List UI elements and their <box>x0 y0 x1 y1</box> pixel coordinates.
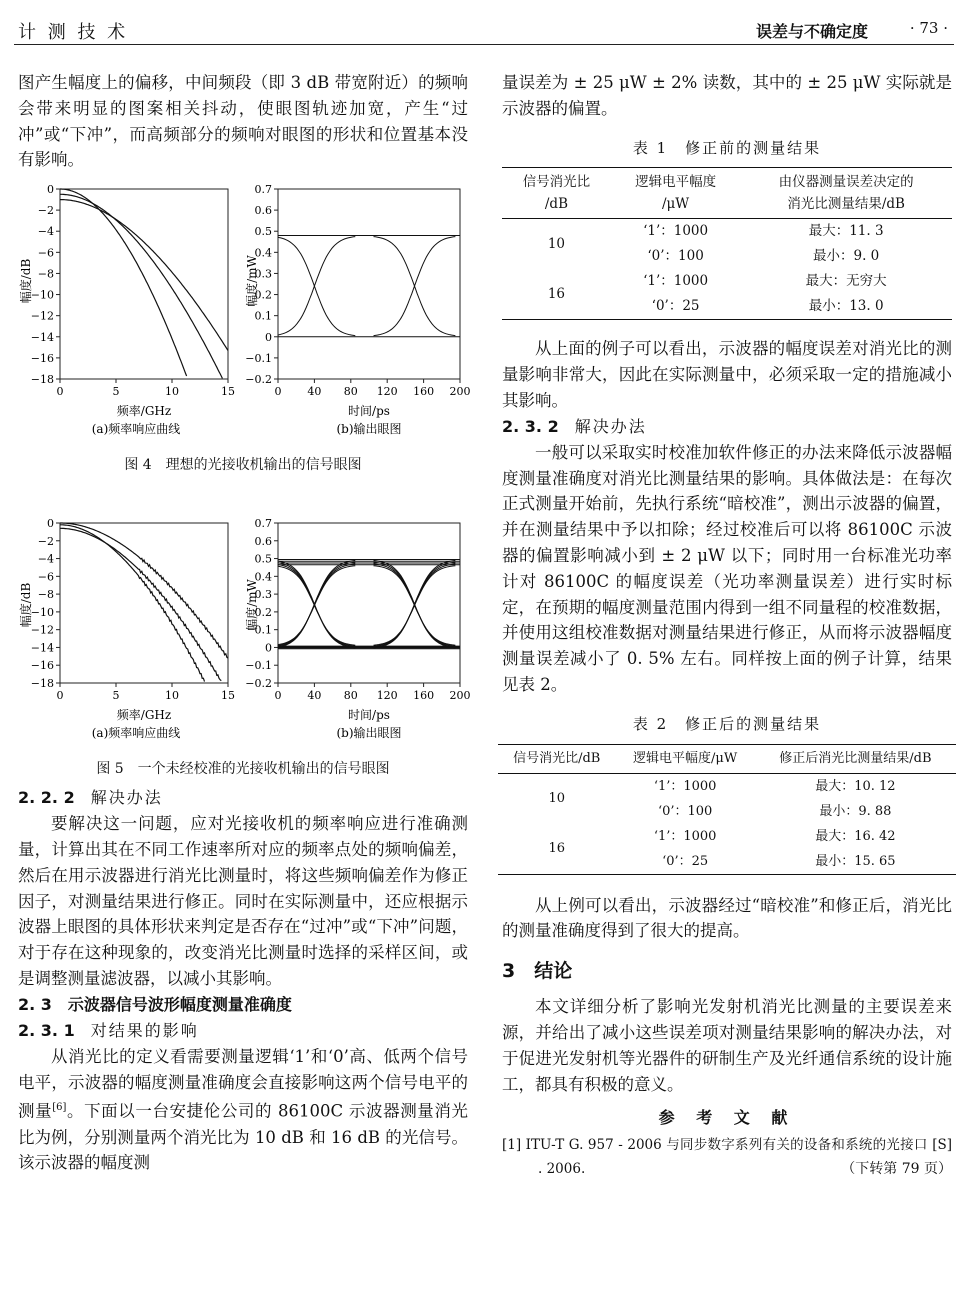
y-tick-label: 0.7 <box>254 183 272 197</box>
x-tick-label: 120 <box>376 385 398 399</box>
y-tick-label: 0 <box>265 330 272 344</box>
section-name: 误差与不确定度 <box>755 22 868 41</box>
citation-6: [6] <box>52 1102 67 1114</box>
y-tick-label: 0.4 <box>254 570 272 584</box>
table-row: 10 ‘1’：1000 最大：10. 12 <box>548 778 896 807</box>
x-tick-label: 5 <box>112 689 120 703</box>
x-tick-label: 40 <box>307 385 322 399</box>
x-tick-label: 15 <box>221 689 235 703</box>
eye-rising-edge <box>278 564 355 646</box>
response-curve <box>60 523 228 658</box>
response-curve <box>60 200 228 351</box>
plot-frame <box>60 189 228 379</box>
y-tick-label: 0.1 <box>254 623 272 637</box>
paragraph-p2: 从上面的例子可以看出，示波器的幅度误差对消光比的测量影响非常大，因此在实际测量中，必须采取一定的措施减小其影响。 <box>502 339 952 410</box>
paragraph-p4: 从上例可以看出，示波器经过“暗校准”和修正后，消光比的测量准确度得到了很大的提高。 <box>502 895 952 941</box>
y-tick-label: 0.6 <box>254 204 272 218</box>
x-tick-label: 80 <box>343 385 358 399</box>
y-tick-label: 0.7 <box>254 517 272 531</box>
t2-header-er: 信号消光比/dB <box>498 744 616 773</box>
section-2-3-1-text: 从消光比的定义看需要测量逻辑‘1’和‘0’高、低两个信号电平，示波器的幅度测量准确度会直接影响这两个信号电平的测量[6]。下面以一台安捷伦公司的 86100C 示波器测量消光比为例，分别测量两个消光比为 10 dB 和 16 dB 的光信号。该示波器的幅度测 <box>18 1046 469 1173</box>
eye-falling-edge <box>278 237 355 336</box>
y-tick-label: −10 <box>30 606 54 620</box>
y-tick-label: 0.5 <box>254 552 272 566</box>
figure-5 <box>18 515 471 815</box>
response-curve <box>60 194 222 378</box>
table1-caption: 表 1 修正前的测量结果 <box>632 138 822 157</box>
page-number: · 73 · <box>909 19 948 37</box>
y-tick-label: −4 <box>37 552 54 566</box>
eye-rising-edge <box>278 561 355 648</box>
paragraph-p1: 量误差为 ± 25 μW ± 2% 读数，其中的 ± 25 μW 实际就是示波器的偏置。 <box>502 73 952 118</box>
x-tick-label: 40 <box>307 689 322 703</box>
right-column <box>502 70 952 1183</box>
y-tick-label: 0.6 <box>254 534 272 548</box>
intro-paragraph: 图产生幅度上的偏移，中间频段（即 3 dB 带宽附近）的频响会带来明显的图案相关抖动，使眼图轨迹加宽，产生“过冲”或“下冲”，而高频部分的频响对眼图的形状和位置基本没有影响。 <box>18 73 468 170</box>
y-tick-label: −18 <box>30 373 54 387</box>
eye-falling-edge <box>278 562 355 647</box>
y-tick-label: −6 <box>37 570 54 584</box>
eye-falling-edge <box>278 564 355 646</box>
x-tick-label: 0 <box>56 385 64 399</box>
fig4a-ylabel: 幅度/dB <box>19 258 33 304</box>
x-tick-label: 0 <box>274 689 282 703</box>
table-row: ‘0’：100 最小：9. 0 <box>647 248 880 265</box>
y-tick-label: 0.5 <box>254 225 272 239</box>
x-tick-label: 5 <box>112 385 120 399</box>
fig5a-xlabel: 频率/GHz <box>116 708 172 723</box>
plot-frame <box>60 523 228 683</box>
table-1 <box>502 167 952 320</box>
fig4b-ylabel: 幅度/mW <box>245 255 259 308</box>
response-curve <box>60 528 221 680</box>
x-tick-label: 160 <box>413 689 435 703</box>
y-tick-label: −14 <box>30 641 54 655</box>
y-tick-label: −12 <box>30 623 54 637</box>
plot-frame <box>278 523 460 683</box>
y-tick-label: 0.4 <box>254 246 272 260</box>
fig5a-caption: (a)频率响应曲线 <box>91 726 181 741</box>
y-tick-label: 0.2 <box>254 606 272 620</box>
eye-falling-edge <box>278 561 355 648</box>
table-row: ‘0’：100 最小：9. 88 <box>657 803 892 819</box>
journal-name: 计 测 技 术 <box>18 22 129 43</box>
eye-falling-edge <box>374 237 456 336</box>
left-column <box>18 70 471 1176</box>
y-tick-label: −18 <box>30 677 54 691</box>
y-tick-label: −10 <box>30 288 54 302</box>
y-tick-label: −8 <box>37 267 54 281</box>
x-tick-label: 10 <box>165 385 179 399</box>
y-tick-label: 0 <box>47 183 54 197</box>
t2-header-result: 修正后消光比测量结果/dB <box>755 744 956 773</box>
x-tick-label: 200 <box>449 689 471 703</box>
y-tick-label: 0 <box>265 641 272 655</box>
section-2-2-2-heading: 2. 2. 2 解决办法 <box>18 788 163 808</box>
paragraph-p5: 本文详细分析了影响光发射机消光比测量的主要误差来源，并给出了减小这些误差项对测量结果影响的解决办法，对于促进光发射机等光器件的研制生产及光纤通信系统的设计施工，都具有积极的意义。 <box>502 997 952 1094</box>
table-row: ‘0’：25 最小：15. 65 <box>498 849 956 875</box>
table-2 <box>498 744 956 875</box>
fig4b-xlabel: 时间/ps <box>348 404 390 419</box>
table-row: 10 ‘1’：1000 最大：11. 3 <box>547 223 884 252</box>
y-tick-label: −4 <box>37 225 54 239</box>
t1-header-er: 信号消光比 /dB <box>502 168 611 219</box>
t1-header-level: 逻辑电平幅度 /μW <box>611 168 740 219</box>
y-tick-label: −14 <box>30 330 54 344</box>
section-2-3-2-heading: 2. 3. 2 解决办法 <box>502 416 647 436</box>
section-2-3-heading: 2. 3 示波器信号波形幅度测量准确度 <box>18 994 292 1014</box>
table-row: 16 ‘1’：1000 最大：16. 42 <box>498 824 956 849</box>
y-tick-label: −6 <box>37 246 54 260</box>
y-tick-label: −16 <box>30 352 54 366</box>
plot-frame <box>278 189 460 379</box>
section-2-3-1-heading: 2. 3. 1 对结果的影响 <box>18 1020 199 1040</box>
eye-falling-edge <box>374 561 456 648</box>
section-2-2-2-text: 要解决这一问题，应对光接收机的频率响应进行准确测量，计算出其在不同工作速率所对应的频率点处的频响偏差，然后在用示波器进行消光比测量时，将这些频响偏差作为修正因子，对测量结果进行修正。同时在实际测量中，还应根据示波器上眼图的具体形状来判定是否存在“过冲”或“下冲”问题，对于存在这种现象的，改变消光比测量时选择的采样区间，或是调整测量滤波器，以减小其影响。 <box>18 814 468 988</box>
fig5b-xlabel: 时间/ps <box>348 708 390 723</box>
x-tick-label: 160 <box>413 385 435 399</box>
fig5a-ylabel: 幅度/dB <box>19 582 33 628</box>
eye-rising-edge <box>278 566 355 646</box>
fig4-eye-diagram <box>245 181 471 461</box>
fig5-eye-diagram <box>245 515 471 795</box>
y-tick-label: −0.1 <box>245 352 272 366</box>
y-tick-label: 0.3 <box>254 588 272 602</box>
y-tick-label: −0.1 <box>245 659 272 673</box>
continued-note: （下转第 79 页） <box>841 1161 952 1178</box>
references-title: 参 考 文 献 <box>658 1108 796 1128</box>
t2-header-level: 逻辑电平幅度/μW <box>616 744 755 773</box>
y-tick-label: −2 <box>37 534 54 548</box>
x-tick-label: 0 <box>56 689 64 703</box>
eye-rising-edge <box>278 562 355 647</box>
section-3-heading: 3 结论 <box>502 960 573 983</box>
y-tick-label: 0.1 <box>254 309 272 323</box>
fig5b-caption: (b)输出眼图 <box>336 726 402 741</box>
x-tick-label: 15 <box>221 385 235 399</box>
page-header <box>14 14 954 45</box>
x-tick-label: 200 <box>449 385 471 399</box>
y-tick-label: −12 <box>30 309 54 323</box>
x-tick-label: 10 <box>165 689 179 703</box>
fig4a-caption: (a)频率响应曲线 <box>91 422 181 437</box>
x-tick-label: 120 <box>376 689 398 703</box>
x-tick-label: 80 <box>343 689 358 703</box>
fig5-caption: 图 5 一个未经校准的光接收机输出的信号眼图 <box>96 761 390 778</box>
fig5b-ylabel: 幅度/mW <box>245 579 259 632</box>
y-tick-label: 0.3 <box>254 267 272 281</box>
fig4-frequency-response <box>18 181 248 461</box>
y-tick-label: −0.2 <box>245 373 272 387</box>
reference-1: [1] ITU-T G. 957 - 2006 与同步数字系列有关的设备和系统的光接口 [S] . 2006. <box>502 1137 952 1178</box>
fig5-frequency-response <box>18 515 248 795</box>
y-tick-label: −16 <box>30 659 54 673</box>
y-tick-label: 0.2 <box>254 288 272 302</box>
x-tick-label: 0 <box>274 385 282 399</box>
fig4b-caption: (b)输出眼图 <box>336 422 402 437</box>
table-row: 16 ‘1’：1000 最大：无穷大 <box>502 269 952 294</box>
t1-header-result: 由仪器测量误差决定的 消光比测量结果/dB <box>740 168 952 219</box>
paragraph-p3: 一般可以采取实时校准加软件修正的办法来降低示波器幅度测量准确度对消光比测量结果的影响。具体做法是：在每次正式测量开始前，先执行系统“暗校准”，测出示波器的偏置，并在测量结果中予以扣除；经过校准后可以将 86100C 示波器的偏置影响减小到 ± 2 μW 以下；同时用一台标准光功率计对 86100C 的幅度误差（光功率测量误差）进行实时标定，在预期的幅度测量范围内得到一组不同量程的校准数据，并使用这组校准数据对测量结果进行修正，从而将示波器幅度测量误差减小了 0. 5% 左右。同样按上面的例子计算，结果见表 2。 <box>502 442 952 694</box>
response-curve <box>60 525 205 682</box>
y-tick-label: −0.2 <box>245 677 272 691</box>
table-row: ‘0’：25 最小：13. 0 <box>502 294 952 320</box>
y-tick-label: −2 <box>37 204 54 218</box>
eye-falling-edge <box>278 566 355 646</box>
fig4-caption: 图 4 理想的光接收机输出的信号眼图 <box>124 457 362 474</box>
fig4a-xlabel: 频率/GHz <box>116 404 172 419</box>
y-tick-label: −8 <box>37 588 54 602</box>
figure-4 <box>18 181 471 481</box>
table2-caption: 表 2 修正后的测量结果 <box>632 714 822 733</box>
eye-rising-edge <box>278 237 355 336</box>
y-tick-label: 0 <box>47 517 54 531</box>
